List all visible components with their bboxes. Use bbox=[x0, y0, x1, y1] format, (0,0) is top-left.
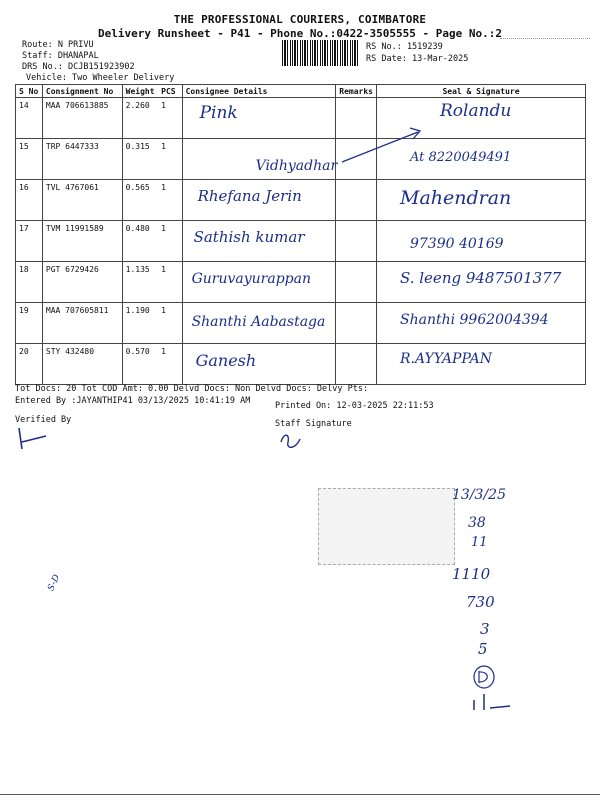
consignment-cell: TRP 6447333 bbox=[42, 139, 122, 180]
table-row bbox=[16, 262, 586, 303]
col-sno: S No bbox=[16, 85, 43, 98]
consignee-cell bbox=[182, 180, 336, 221]
note-value-6: 5 bbox=[478, 640, 488, 658]
seal-handwriting: Shanthi 9962004394 bbox=[399, 312, 549, 328]
seal-handwriting: At 8220049491 bbox=[409, 150, 512, 165]
consignee-handwriting: Pink bbox=[199, 103, 238, 123]
consignee-handwriting: Ganesh bbox=[195, 351, 257, 370]
margin-note: S-D bbox=[46, 573, 63, 593]
table-row bbox=[16, 98, 586, 139]
barcode bbox=[282, 40, 358, 66]
note-signature-icon bbox=[470, 690, 520, 714]
totals-line: Tot Docs: 20 Tot COD Amt: 0.00 Delvd Docs: Non Delvd Docs: Delvy Pts: bbox=[15, 384, 369, 394]
staff-signature-icon bbox=[278, 430, 310, 452]
consignee-handwriting: Rhefana Jerin bbox=[197, 187, 302, 205]
note-value-4: 730 bbox=[466, 593, 495, 611]
table-row bbox=[16, 139, 586, 180]
pcs-cell: 1 bbox=[158, 180, 182, 221]
consignee-handwriting: Vidhyadhar bbox=[255, 158, 338, 174]
consignee-cell bbox=[182, 221, 336, 262]
consignee-handwriting: Shanthi Aabastaga bbox=[191, 314, 326, 330]
staff-info: Staff: DHANAPAL bbox=[22, 51, 99, 61]
seal-cell bbox=[376, 303, 585, 344]
seal-cell bbox=[376, 344, 585, 385]
sno-cell: 19 bbox=[16, 303, 43, 344]
seal-handwriting: S. leeng 9487501377 bbox=[399, 269, 562, 287]
note-value-5: 3 bbox=[480, 620, 490, 638]
note-value-2: 11 bbox=[471, 535, 488, 550]
pcs-cell: 1 bbox=[158, 262, 182, 303]
remarks-cell bbox=[336, 344, 377, 385]
note-date: 13/3/25 bbox=[452, 487, 506, 503]
route-info: Route: N PRIVU bbox=[22, 40, 94, 50]
note-value-3: 1110 bbox=[452, 565, 491, 583]
verified-by-label: Verified By bbox=[15, 415, 72, 425]
sno-cell: 20 bbox=[16, 344, 43, 385]
seal-cell bbox=[376, 221, 585, 262]
weight-cell: 0.570 bbox=[122, 344, 158, 385]
seal-handwriting: R.AYYAPPAN bbox=[399, 351, 492, 367]
consignee-cell bbox=[182, 262, 336, 303]
seal-cell bbox=[376, 180, 585, 221]
faded-stamp bbox=[318, 488, 455, 565]
rs-number: RS No.: 1519239 bbox=[366, 42, 443, 52]
consignee-cell bbox=[182, 303, 336, 344]
printed-on: Printed On: 12-03-2025 22:11:53 bbox=[275, 401, 434, 411]
sno-cell: 15 bbox=[16, 139, 43, 180]
pcs-cell: 1 bbox=[158, 98, 182, 139]
table-header-row bbox=[16, 85, 586, 98]
runsheet-title: Delivery Runsheet - P41 - Phone No.:0422-3505555 - Page No.:2 bbox=[98, 27, 502, 40]
consignment-cell: PGT 6729426 bbox=[42, 262, 122, 303]
consignment-cell: MAA 706613885 bbox=[42, 98, 122, 139]
sno-cell: 14 bbox=[16, 98, 43, 139]
pcs-cell: 1 bbox=[158, 221, 182, 262]
vehicle-info: Vehicle: Two Wheeler Delivery bbox=[26, 73, 175, 83]
weight-cell: 1.135 bbox=[122, 262, 158, 303]
weight-cell: 0.315 bbox=[122, 139, 158, 180]
pcs-cell: 1 bbox=[158, 303, 182, 344]
runsheet-table bbox=[15, 84, 586, 385]
consignee-cell bbox=[182, 139, 336, 180]
col-remarks: Remarks bbox=[336, 85, 377, 98]
sno-cell: 16 bbox=[16, 180, 43, 221]
drs-info: DRS No.: DCJB151923902 bbox=[22, 62, 135, 72]
col-seal: Seal & Signature bbox=[376, 85, 585, 98]
seal-handwriting: 97390 40169 bbox=[409, 236, 504, 252]
punch-marks bbox=[500, 38, 590, 40]
consignee-handwriting: Guruvayurappan bbox=[191, 271, 311, 287]
consignee-cell bbox=[182, 344, 336, 385]
verified-signature-icon bbox=[16, 425, 56, 453]
sno-cell: 18 bbox=[16, 262, 43, 303]
col-pcs: PCS bbox=[158, 85, 182, 98]
col-consignee: Consignee Details bbox=[182, 85, 336, 98]
table-row bbox=[16, 303, 586, 344]
note-initials-icon bbox=[470, 662, 500, 692]
table-row bbox=[16, 344, 586, 385]
sno-cell: 17 bbox=[16, 221, 43, 262]
consignee-handwriting: Sathish kumar bbox=[193, 228, 305, 246]
bottom-edge bbox=[0, 794, 600, 795]
seal-cell bbox=[376, 262, 585, 303]
delivery-arrow-icon bbox=[340, 118, 430, 168]
consignment-cell: TVL 4767061 bbox=[42, 180, 122, 221]
staff-signature-label: Staff Signature bbox=[275, 419, 352, 429]
weight-cell: 1.190 bbox=[122, 303, 158, 344]
col-weight: Weight bbox=[122, 85, 158, 98]
col-consignment: Consignment No bbox=[42, 85, 122, 98]
entered-by: Entered By :JAYANTHIP41 03/13/2025 10:41:19 AM bbox=[15, 396, 251, 406]
rs-date: RS Date: 13-Mar-2025 bbox=[366, 54, 469, 64]
weight-cell: 0.565 bbox=[122, 180, 158, 221]
remarks-cell bbox=[336, 262, 377, 303]
remarks-cell bbox=[336, 221, 377, 262]
consignment-cell: TVM 11991589 bbox=[42, 221, 122, 262]
consignee-cell bbox=[182, 98, 336, 139]
consignment-cell: STY 432480 bbox=[42, 344, 122, 385]
seal-handwriting: Rolandu bbox=[439, 101, 512, 121]
seal-handwriting: Mahendran bbox=[399, 187, 512, 209]
remarks-cell bbox=[336, 303, 377, 344]
weight-cell: 2.260 bbox=[122, 98, 158, 139]
pcs-cell: 1 bbox=[158, 344, 182, 385]
note-value-1: 38 bbox=[468, 515, 486, 531]
weight-cell: 0.480 bbox=[122, 221, 158, 262]
table-row bbox=[16, 180, 586, 221]
pcs-cell: 1 bbox=[158, 139, 182, 180]
remarks-cell bbox=[336, 180, 377, 221]
company-title: THE PROFESSIONAL COURIERS, COIMBATORE bbox=[173, 13, 427, 26]
consignment-cell: MAA 707605811 bbox=[42, 303, 122, 344]
table-row bbox=[16, 221, 586, 262]
